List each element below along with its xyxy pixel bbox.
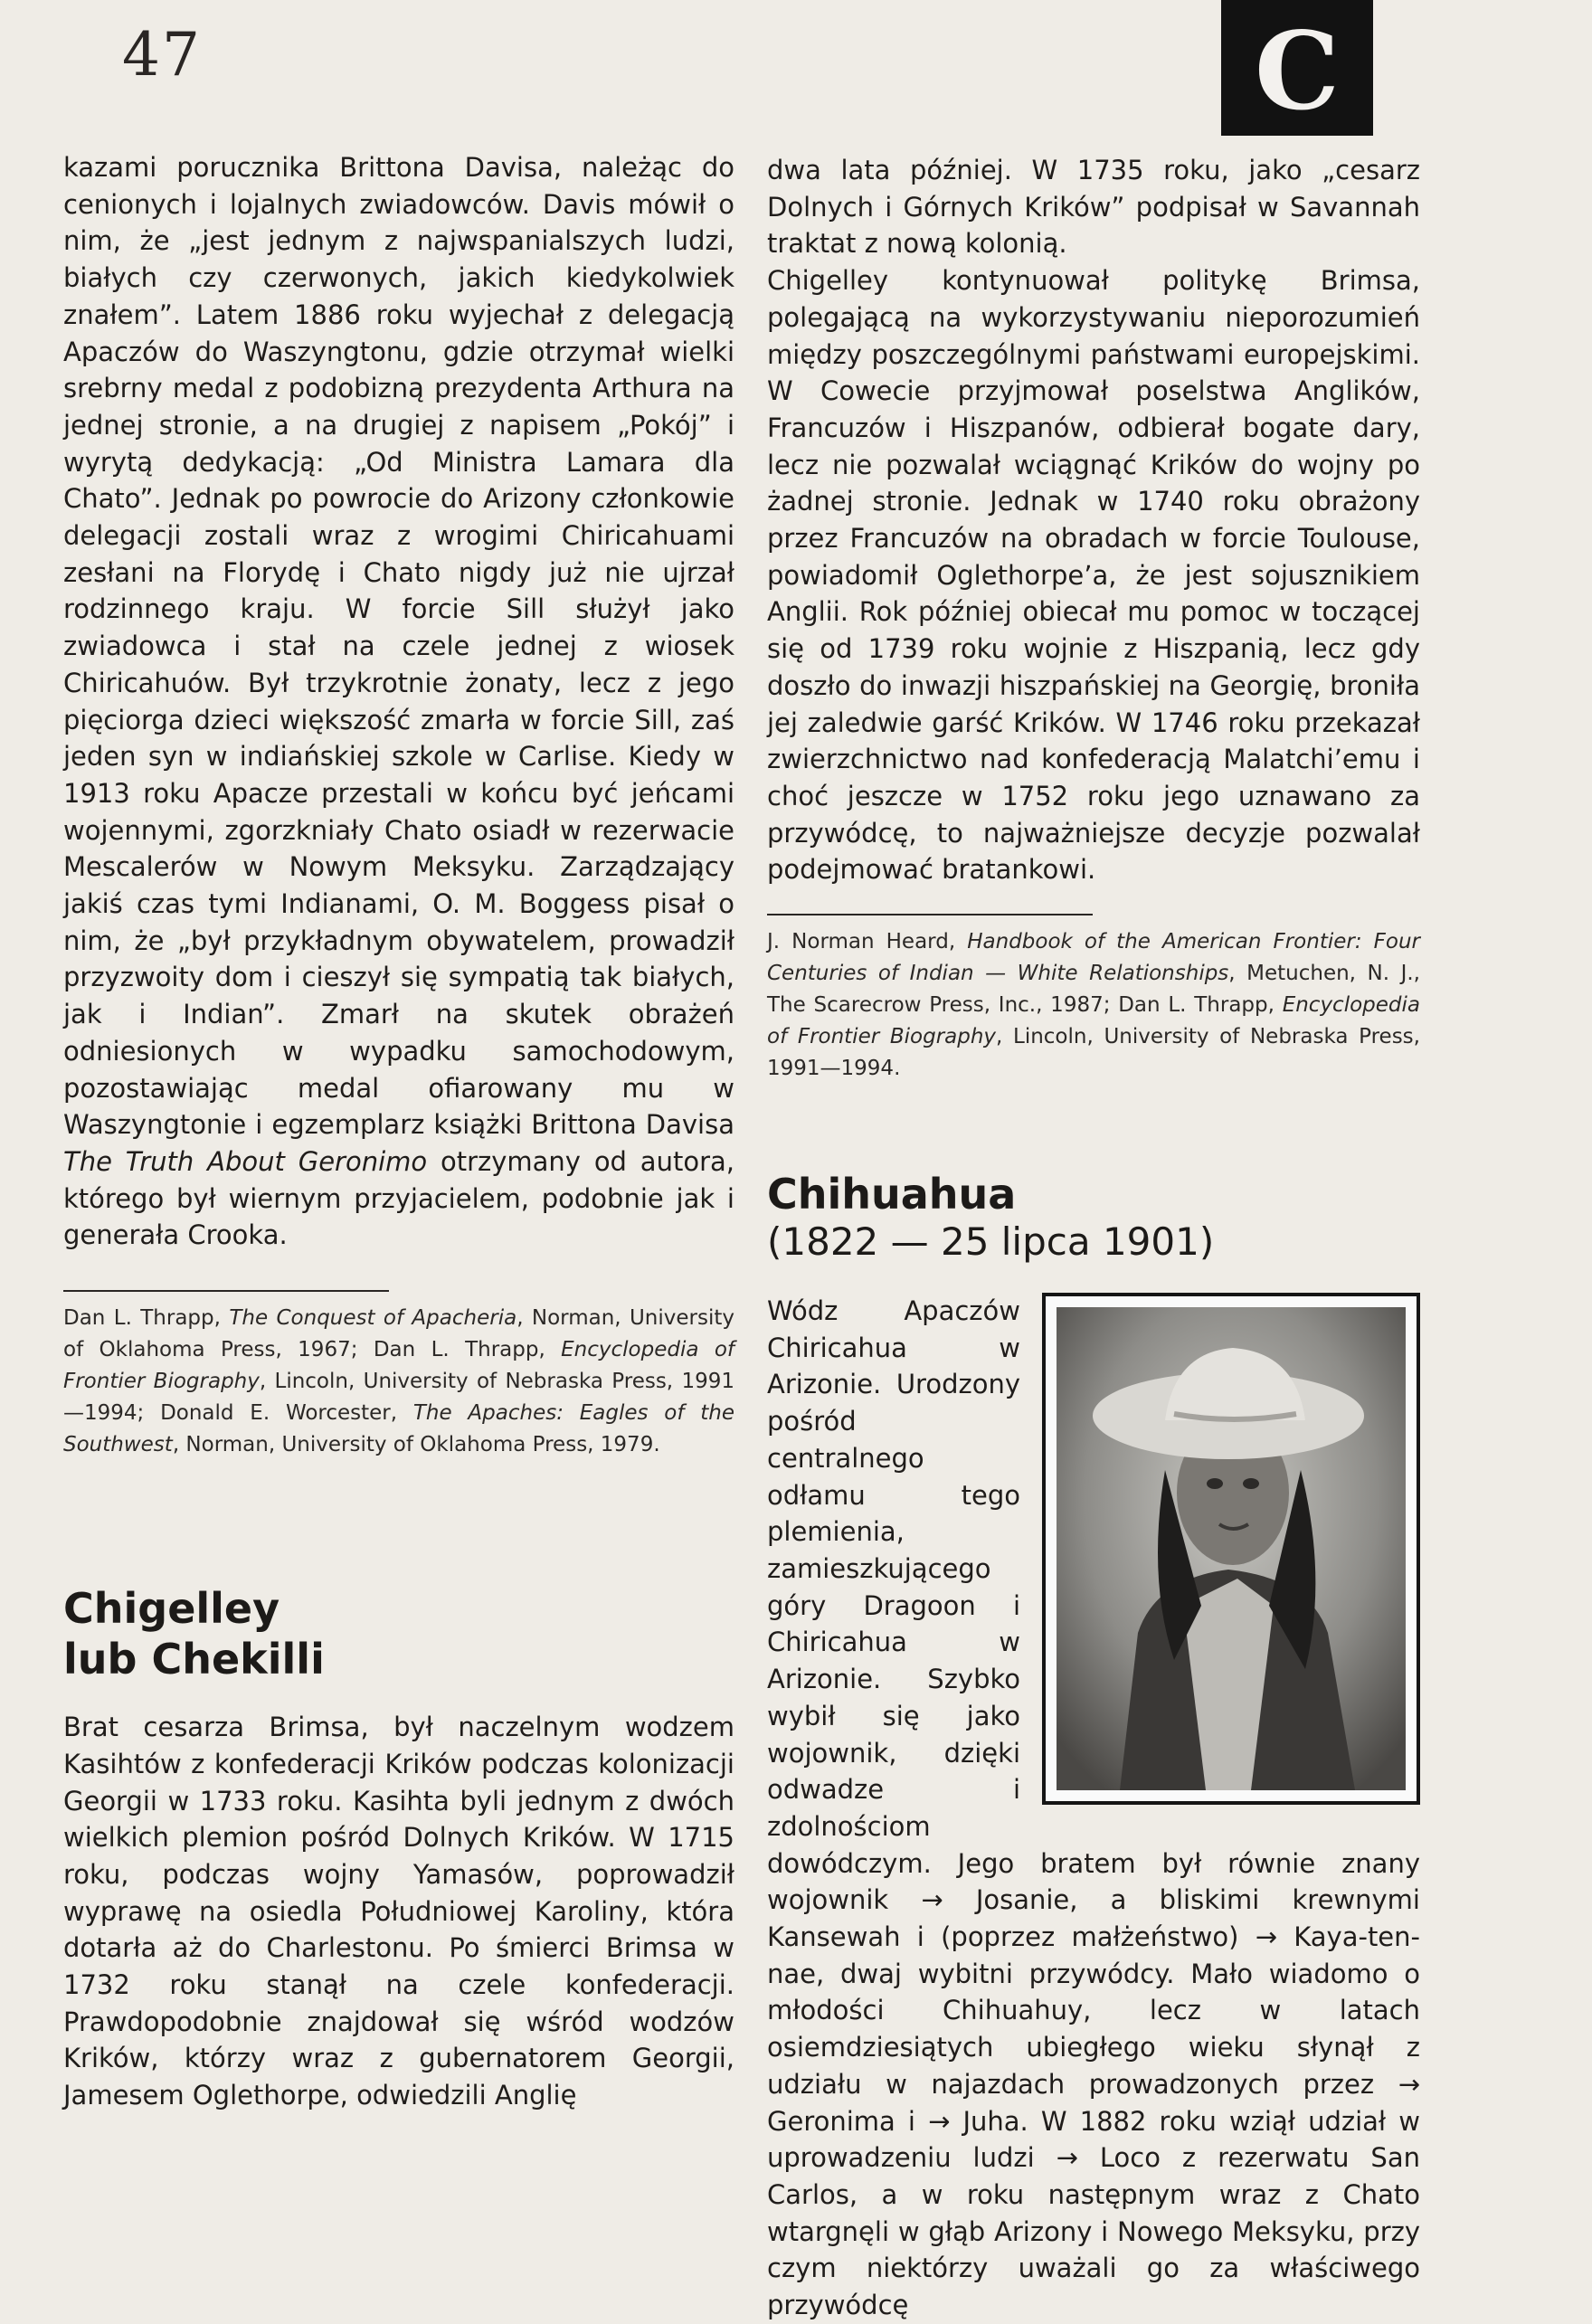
entry-title-chihuahua: Chihuahua (767, 1170, 1017, 1219)
chigelley-paragraph: Brat cesarza Brimsa, był naczelnym wodzem Kasihtów z konfederacji Krików podczas kolonizacji Georgii w 1733 roku. Kasihta byli jednym z dwóch wielkich plemion pośród Dolnych Krików. W 1715 roku, podczas wojny Yamasów, poprowadził wyprawę na osiedla Południowej Karoliny, która dotarła aż do Charlestonu. Po śmierci Brimsa w 1732 roku stanął na czele konfederacji. Prawdopodobnie znajdował się wśród wodzów Krików, którzy wraz z gubernatorem Georgii, Jamesem Oglethorpe, odwiedzili Anglię (63, 1712, 734, 2111)
bib-segment: Dan L. Thrapp, (63, 1306, 230, 1331)
bib-segment: , Norman, University of Oklahoma Press, 1967; Dan L. Thrapp, (63, 1306, 734, 1362)
entry-title-chigelley: Chigelley (63, 1584, 280, 1634)
bib-segment: , Lincoln, University of Nebraska Press, 1991—1994; Donald E. Worcester, (63, 1370, 734, 1426)
portrait-image (1057, 1307, 1406, 1790)
entry-alt-prefix: lub (63, 1635, 152, 1684)
bib-segment: Encyclopedia of Frontier Biography (767, 993, 1420, 1049)
entry-alt-name (63, 1633, 734, 1685)
bib-segment: Encyclopedia of Frontier Biography (63, 1338, 734, 1394)
page-number: 47 (122, 20, 202, 90)
bib-segment: , Norman, University of Oklahoma Press, 1979. (172, 1433, 660, 1457)
chato-paragraph-text: kazami porucznika Brittona Davisa, należąc do cenionych i lojalnych zwiadowców. Davis mówił o nim, że „jest jednym z najwspanialszych ludzi, białych czy czerwonych, jakich kiedykolwiek znałem”. Latem 1886 roku wyjechał z delegacją Apaczów do Waszyngtonu, gdzie otrzymał wielki srebrny medal z podobizną prezydenta Arthura na jednej stronie, a na drugiej z napisem „Pokój” i wyrytą dedykacją: „Od Ministra Lamara dla Chato”. Jednak po powrocie do Arizony członkowie delegacji zostali wraz z wrogimi Chiricahuami zesłani na Florydę i Chato nigdy już nie ujrzał rodzinnego kraju. W forcie Sill służył jako zwiadowca i stał na czele jednej z wiosek Chiricahuów. Był trzykrotnie żonaty, lecz z jego pięciorga dzieci większość zmarła w forcie Sill, zaś jeden syn w indiańskiej szkole w Carlise. Kiedy w 1913 roku Apacze przestali w końcu być jeńcami wojennymi, zgorzkniały Chato osiadł w rezerwacie Mescalerów w Nowym Meksyku. Zarządzający jakiś czas tymi Indianami, O. M. Boggess pisał o nim, że „był przykładnym obywatelem, prowadził przyzwoity dom i cieszył się sympatią tak białych, jak i Indian”. Zmarł na skutek obrażeń odniesionych w wypadku samochodowym, pozostawiając medal ofiarowany mu w Waszyngtonie i egzemplarz książki Brittona Davisa (63, 152, 734, 1141)
bib-segment: Handbook of the American Frontier: Four Centuries of Indian — White Relationships (767, 930, 1421, 986)
bib-segment: J. Norman Heard, (767, 930, 968, 954)
entry-alt-name-bold: Chekilli (151, 1635, 325, 1684)
chato-bibliography (63, 1303, 734, 1461)
bib-segment: , Lincoln, University of Nebraska Press, 1991—1994. (767, 1025, 1420, 1081)
bib-segment: , Metuchen, N. J., The Scarecrow Press, Inc., 1987; Dan L. Thrapp, (767, 962, 1420, 1018)
bib-segment: The Apaches: Eagles of the Southwest (63, 1401, 734, 1457)
chato-paragraph-book-title: The Truth About Geronimo (63, 1145, 428, 1177)
chigelley-bibliography (767, 926, 1420, 1085)
letter-tab: C (1221, 0, 1373, 136)
chihuahua-paragraph: Wódz Apaczów Chiricahua w Arizonie. Urodzony pośród centralnego odłamu tego plemienia, zamieszkującego góry Dragoon i Chiricahua w Arizonie. Szybko wybił się jako wojownik, dzięki odwadze i zdolnościom dowódczym. Jego bratem był równie znany wojownik → Josanie, a bliskimi krewnymi Kansewah i (poprzez małżeństwo) → Kaya-ten-nae, dwaj wybitni przywódcy. Mało wiadomo o młodości Chihuahuy, lecz w latach osiemdziesiątych ubiegłego wieku słynął z udziału w najazdach prowadzonych przez → Geronima i → Juha. W 1882 roku wziął udział w uprowadzeniu ludzi → Loco z rezerwatu San Carlos, a w roku następnym wraz z Chato wtargnęli w głąb Arizony i Nowego Meksyku, przy czym niektórzy uważali go za właściwego przywódcę (767, 1295, 1420, 2321)
chigelley-continued-paragraph: dwa lata później. W 1735 roku, jako „cesarz Dolnych i Górnych Krików” podpisał w Savannah traktat z nową kolonią. (767, 155, 1420, 260)
chato-continued-paragraph (63, 149, 734, 1254)
portrait-illustration (1057, 1307, 1406, 1790)
left-column (63, 149, 734, 2114)
chigelley-policy-paragraph: Chigelley kontynuował politykę Brimsa, polegającą na wykorzystywaniu nieporozumień między poszczególnymi państwami europejskimi. W Cowecie przyjmował poselstwa Anglików, Francuzów i Hiszpanów, odbierał bogate dary, lecz nie pozwalał wciągnąć Krików do wojny po żadnej stronie. Jednak w 1740 roku obrażony przez Francuzów na obradach w forcie Toulouse, powiadomił Oglethorpe’a, że jest sojusznikiem Anglii. Rok później obiecał mu pomoc w toczącej się od 1739 roku wojnie z Hiszpanią, lecz gdy doszło do inwazji hiszpańskiej na Georgię, broniła jej zaledwie garść Krików. W 1746 roku przekazał zwierzchnictwo nad konfederacją Malatchi’emu i choć jeszcze w 1752 roku jego uznawano za przywódcę, to najważniejsze decyzje pozwalał podejmować bratankowi. (767, 265, 1420, 886)
bib-segment: The Conquest of Apacheria (229, 1306, 517, 1331)
chato-paragraph-end: otrzymany od autora, którego był wiernym przyjacielem, podobnie jak i generała Crooka. (63, 1145, 734, 1251)
bibliography-rule (767, 914, 1093, 915)
right-column (767, 152, 1420, 2324)
chihuahua-portrait-photo (1042, 1293, 1420, 1805)
entry-dates: (1822 — 25 lipca 1901) (767, 1219, 1215, 1265)
bibliography-rule (63, 1290, 389, 1292)
